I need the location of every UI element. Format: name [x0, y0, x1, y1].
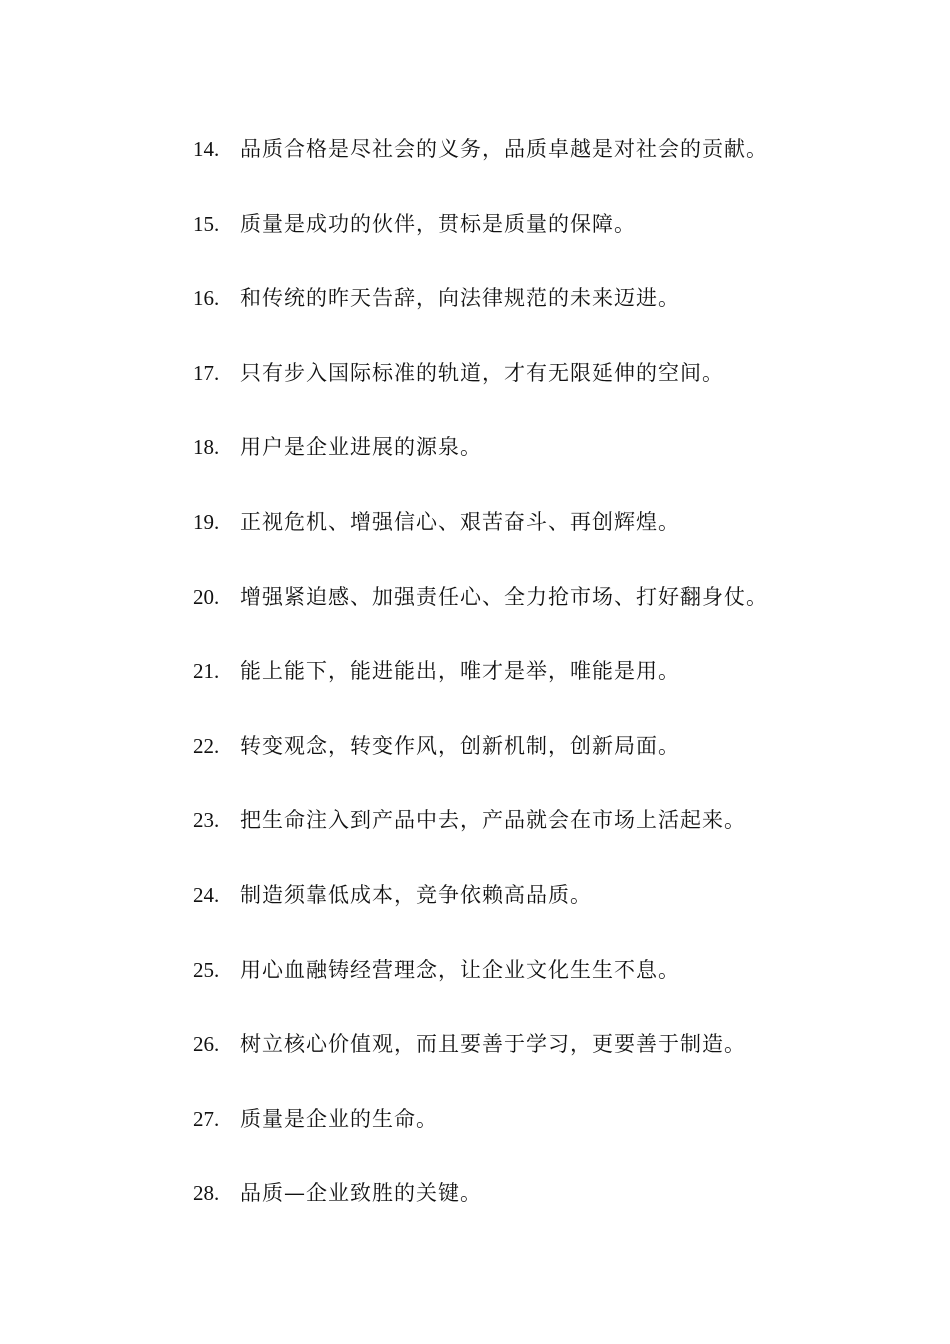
list-item	[193, 431, 893, 506]
item-number: 26.	[193, 1032, 220, 1057]
item-text: 品质—企业致胜的关键。	[240, 1181, 482, 1206]
item-text: 制造须靠低成本，竞争依赖高品质。	[240, 882, 592, 907]
item-number: 18.	[193, 435, 220, 460]
item-text: 能上能下，能进能出，唯才是举，唯能是用。	[240, 659, 680, 684]
slogan-list	[193, 133, 893, 1252]
item-number: 27.	[193, 1106, 220, 1131]
list-item	[193, 954, 893, 1029]
list-item	[193, 655, 893, 730]
item-text: 树立核心价值观，而且要善于学习，更要善于制造。	[240, 1032, 746, 1057]
item-number: 24.	[193, 882, 220, 907]
list-item	[193, 1177, 893, 1252]
list-item	[193, 133, 893, 208]
item-number: 20.	[193, 584, 220, 609]
item-text: 品质合格是尽社会的义务，品质卓越是对社会的贡献。	[240, 137, 768, 161]
list-item	[193, 357, 893, 432]
list-item	[193, 506, 893, 581]
item-text: 用心血融铸经营理念，让企业文化生生不息。	[240, 957, 680, 982]
item-number: 23.	[193, 808, 220, 833]
item-number: 14.	[193, 137, 220, 161]
item-text: 质量是企业的生命。	[240, 1106, 438, 1131]
item-text: 只有步入国际标准的轨道，才有无限延伸的空间。	[240, 360, 724, 385]
item-number: 19.	[193, 509, 220, 534]
list-item	[193, 581, 893, 656]
item-text: 用户是企业进展的源泉。	[240, 435, 482, 460]
item-text: 正视危机、增强信心、艰苦奋斗、再创辉煌。	[240, 509, 680, 534]
item-number: 25.	[193, 957, 220, 982]
list-item	[193, 282, 893, 357]
item-text: 把生命注入到产品中去，产品就会在市场上活起来。	[240, 808, 746, 833]
item-number: 16.	[193, 286, 220, 311]
list-item	[193, 804, 893, 879]
item-text: 转变观念，转变作风，创新机制，创新局面。	[240, 733, 680, 758]
item-number: 28.	[193, 1181, 220, 1206]
list-item	[193, 1028, 893, 1103]
item-number: 21.	[193, 659, 220, 684]
item-text: 和传统的昨天告辞，向法律规范的未来迈进。	[240, 286, 680, 311]
list-item	[193, 730, 893, 805]
item-number: 15.	[193, 211, 220, 236]
item-text: 质量是成功的伙伴，贯标是质量的保障。	[240, 211, 636, 236]
item-number: 17.	[193, 360, 220, 385]
list-item	[193, 1103, 893, 1178]
list-item	[193, 208, 893, 283]
item-text: 增强紧迫感、加强责任心、全力抢市场、打好翻身仗。	[240, 584, 768, 609]
item-number: 22.	[193, 733, 220, 758]
list-item	[193, 879, 893, 954]
